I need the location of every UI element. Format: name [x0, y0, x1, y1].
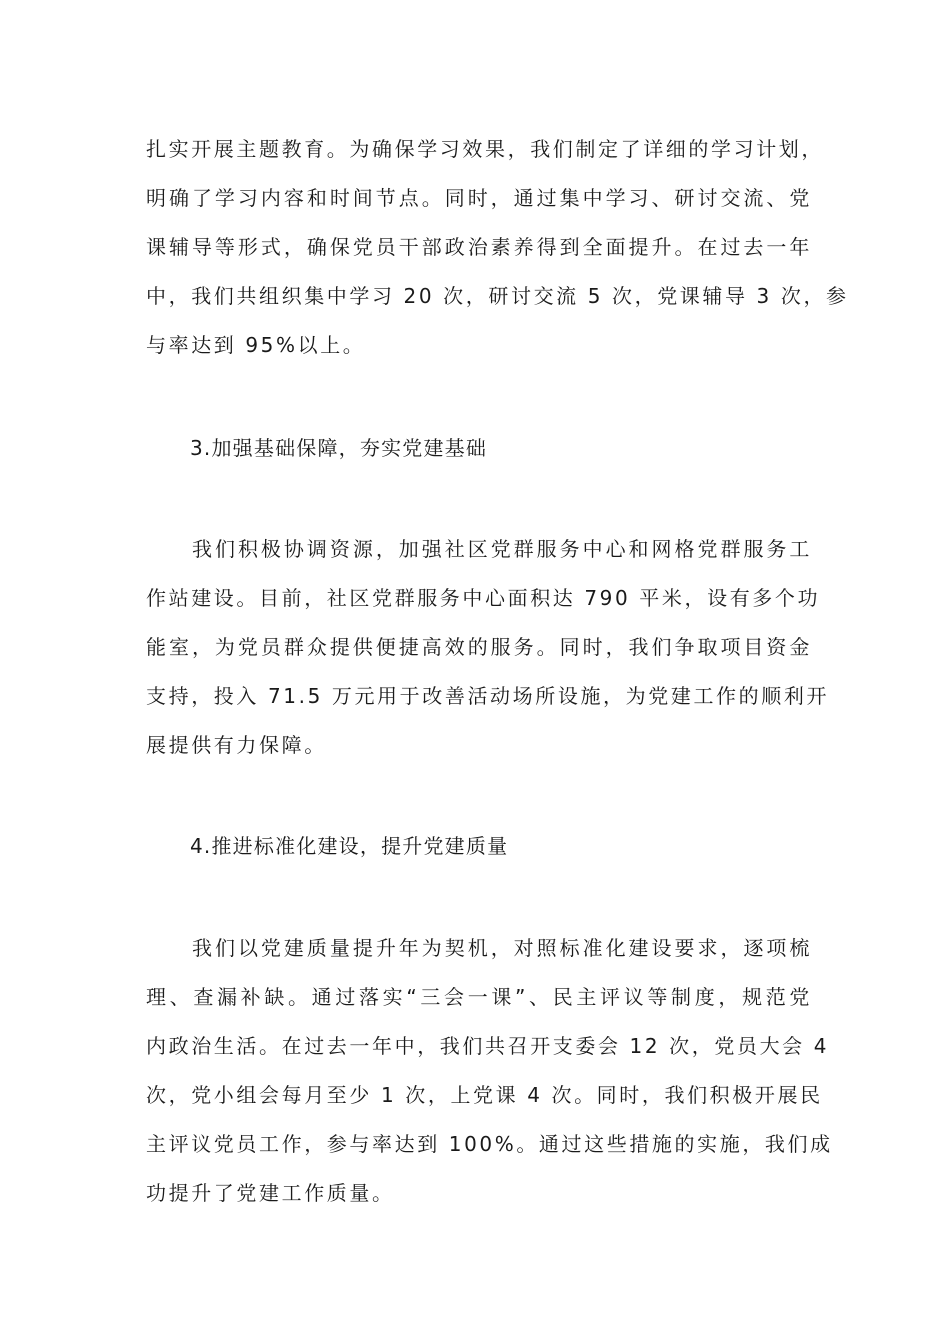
paragraph-line: 展提供有力保障。: [146, 733, 327, 757]
paragraph-study-education: [146, 125, 849, 370]
paragraph-line: 内政治生活。在过去一年中，我们共召开支委会 12 次，党员大会 4: [146, 1034, 830, 1058]
paragraph-line: 理、查漏补缺。通过落实“三会一课”、民主评议等制度，规范党: [146, 985, 812, 1009]
paragraph-line: 作站建设。目前，社区党群服务中心面积达 790 平米，设有多个功: [146, 586, 821, 610]
paragraph-line: 能室，为党员群众提供便捷高效的服务。同时，我们争取项目资金: [146, 635, 812, 659]
paragraph-line: 次，党小组会每月至少 1 次，上党课 4 次。同时，我们积极开展民: [146, 1083, 823, 1107]
paragraph-line: 功提升了党建工作质量。: [146, 1181, 395, 1205]
paragraph-line: 支持，投入 71.5 万元用于改善活动场所设施，为党建工作的顺利开: [146, 684, 830, 708]
paragraph-line: 与率达到 95%以上。: [146, 333, 366, 357]
paragraph-line: 主评议党员工作，参与率达到 100%。通过这些措施的实施，我们成: [146, 1132, 833, 1156]
paragraph-line: 我们积极协调资源，加强社区党群服务中心和网格党群服务工: [192, 537, 812, 561]
section-heading-3: 3.加强基础保障，夯实党建基础: [190, 436, 488, 460]
paragraph-line: 中，我们共组织集中学习 20 次，研讨交流 5 次，党课辅导 3 次，参: [146, 284, 849, 308]
paragraph-line: 课辅导等形式，确保党员干部政治素养得到全面提升。在过去一年: [146, 235, 812, 259]
paragraph-standardization: [146, 924, 833, 1218]
paragraph-line: 扎实开展主题教育。为确保学习效果，我们制定了详细的学习计划，: [146, 137, 824, 161]
paragraph-basic-guarantee: [146, 525, 830, 770]
section-heading-4: 4.推进标准化建设，提升党建质量: [190, 834, 509, 858]
paragraph-line: 明确了学习内容和时间节点。同时，通过集中学习、研讨交流、党: [146, 186, 812, 210]
paragraph-line: 我们以党建质量提升年为契机，对照标准化建设要求，逐项梳: [192, 936, 812, 960]
